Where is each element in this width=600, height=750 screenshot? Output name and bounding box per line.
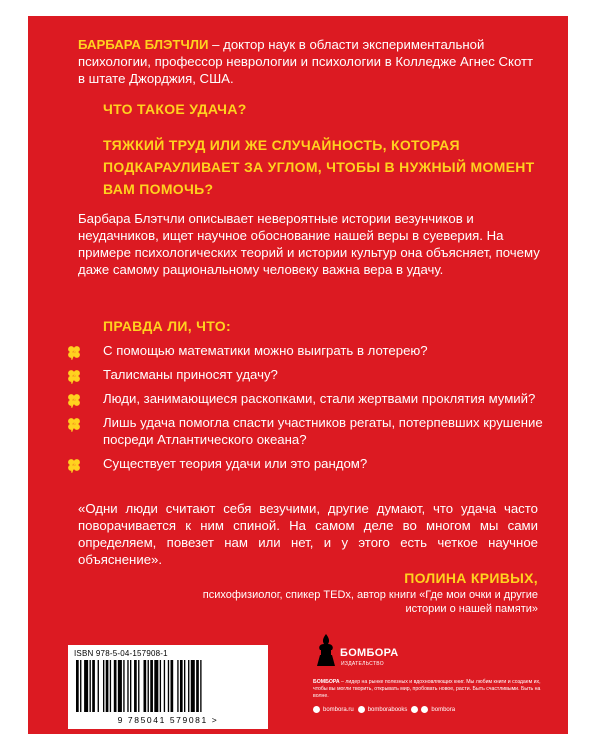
isbn-text: ISBN 978-5-04-157908-1 [74,649,168,658]
barcode-bar [184,660,185,712]
clover-icon [66,392,82,408]
bombora-logo-icon [313,633,339,667]
author-bio [78,36,538,87]
clover-icon [66,457,82,473]
barcode-bar [154,660,158,712]
publisher-about-lead: БОМБОРА [313,679,340,685]
barcode-bar [106,660,109,712]
barcode-number: 9 785041 579081 > [117,715,219,725]
barcode-bar [177,660,178,712]
list-item-text: Талисманы приносят удачу? [103,367,278,382]
barcode-bar [200,660,201,712]
barcode-box [68,645,268,729]
quote-author-name: ПОЛИНА КРИВЫХ, [404,570,538,586]
list-item [66,414,546,448]
barcode-bar [127,660,128,712]
author-bio-text: – доктор наук в области экспериментальной психологии, профессор неврологии и психологии в Колледже Агнес Скотт в штате Джорджия, США. [78,37,534,86]
barcode-bar [138,660,139,712]
list-item [66,342,546,359]
barcode-bar [98,660,99,712]
barcode-bar [160,660,161,712]
barcode-bar [123,660,124,712]
social-icon [411,706,418,713]
barcode-bar [118,660,122,712]
globe-icon [313,706,320,713]
barcode-bar [148,660,149,712]
question-heading: ЧТО ТАКОЕ УДАЧА? [103,101,247,117]
barcode-bar [134,660,137,712]
barcode-bar [196,660,199,712]
social-link-bombora[interactable] [411,706,455,713]
quote-author-role: психофизиолог, спикер TEDx, автор книги «Где мои очки и другие истории о нашей памяти» [202,589,538,615]
list-item-text: Лишь удача помогла спасти участников регаты, потерпевших крушение посреди Атлантического океана? [103,415,543,447]
social-link-books-text: bomborabooks [367,706,408,713]
question-list [66,342,546,472]
barcode-bar [144,660,147,712]
blurb-quote: «Одни люди считают себя везучими, другие думают, что удача часто поворачивается к ним спиной. На самом деле во многом мы сами определяем, повезет нам или нет, и у этого есть четкое научное объяснение». [78,501,538,567]
barcode-bar [103,660,104,712]
publisher-about-text: – лидер на рынке полезных и вдохновляющих книг. Мы любим книги и создаем их, чтобы вы могли творить, открывать мир, пробовать новое, расти. Быть счастливыми. Быть на волне. [313,679,541,699]
publisher-links [313,706,545,713]
barcode-bar [90,660,91,712]
publisher-name: БОМБОРА [340,647,399,659]
social-icon [358,706,365,713]
barcode-bar [188,660,189,712]
publisher-tagline: ИЗДАТЕЛЬСТВО [341,661,384,667]
barcode-bar [191,660,195,712]
subquestion-heading: ТЯЖКИЙ ТРУД ИЛИ ЖЕ СЛУЧАЙНОСТЬ, КОТОРАЯ ПОДКАРАУЛИВАЕТ ЗА УГЛОМ, ЧТОБЫ В НУЖНЫЙ МОМЕНТ ВАМ ПОМОЧЬ? [103,137,535,197]
list-item-text: Люди, занимающиеся раскопками, стали жертвами проклятия мумий? [103,391,536,406]
clover-icon [66,368,82,384]
pravda-heading: ПРАВДА ЛИ, ЧТО: [103,318,231,334]
description: Барбара Блэтчли описывает невероятные истории везунчиков и неудачников, ищет научное обоснование нашей веры в суеверия. На примере психологических теорий и истории культур она объясняет, почему даже самому рациональному человеку важна вера в удачу. [78,211,540,277]
back-cover [28,16,568,734]
website-link[interactable] [313,706,354,713]
barcode-bar [171,660,174,712]
list-item-text: Существует теория удачи или это рандом? [103,456,368,471]
social-icon [421,706,428,713]
barcode-bar [180,660,183,712]
clover-icon [66,344,82,360]
barcode-bar [92,660,95,712]
social-link-books[interactable] [358,706,408,713]
author-name: БАРБАРА БЛЭТЧЛИ [78,37,209,52]
barcode-bar [84,660,88,712]
website-link-text: bombora.ru [323,706,354,713]
barcode-bar [130,660,131,712]
clover-icon [66,416,82,432]
list-item [66,390,546,407]
barcode-bar [76,660,79,712]
list-item [66,455,546,472]
barcode-bar [110,660,111,712]
barcode-bar [150,660,153,712]
barcode-bar [168,660,169,712]
barcode-bar [164,660,165,712]
list-item [66,366,546,383]
publisher-about [313,679,545,700]
barcode-bars [74,660,262,712]
social-link-bombora-text: bombora [431,706,456,713]
barcode-bar [80,660,81,712]
barcode-bar [114,660,117,712]
list-item-text: С помощью математики можно выиграть в лотерею? [103,343,428,358]
